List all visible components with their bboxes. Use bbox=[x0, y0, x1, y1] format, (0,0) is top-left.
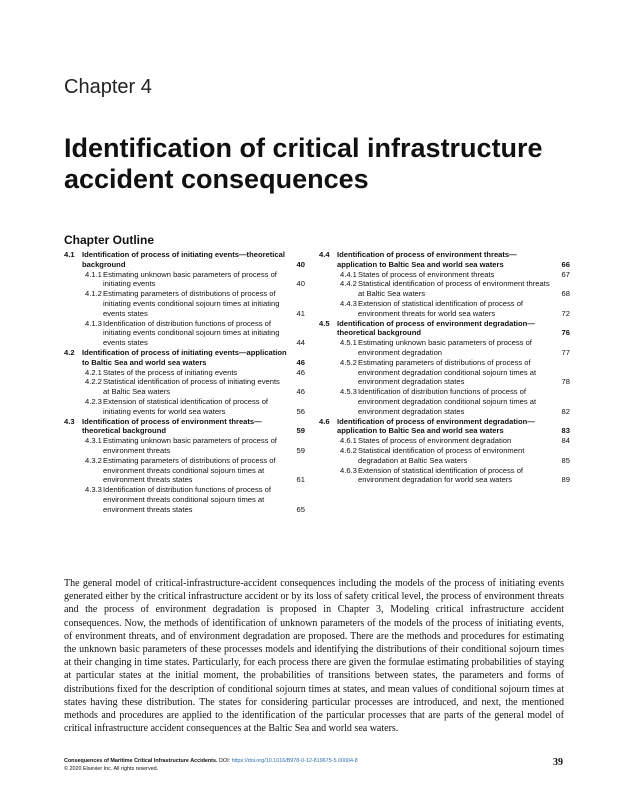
toc-entry-title: Estimating parameters of distributions of process of environment threats conditional sojourn times at environment threats states bbox=[103, 455, 276, 485]
toc-entry[interactable] bbox=[319, 387, 570, 416]
page-number: 39 bbox=[553, 757, 563, 768]
toc-entry[interactable] bbox=[319, 436, 570, 446]
toc-entry-title: Estimating unknown basic parameters of process of environment threats bbox=[103, 436, 277, 455]
toc-entry[interactable] bbox=[64, 417, 305, 437]
toc-entry[interactable] bbox=[319, 466, 570, 486]
toc-entry-number: 4.5 bbox=[319, 318, 330, 328]
toc-entry[interactable] bbox=[319, 417, 570, 437]
toc-entry-number: 4.1 bbox=[64, 250, 75, 259]
toc-entry-page: 44 bbox=[296, 338, 305, 348]
toc-entry-number: 4.1.3 bbox=[85, 318, 102, 328]
toc-entry-page: 40 bbox=[296, 259, 305, 269]
toc-entry-title: Identification of distribution functions of process of initiating events conditional sojourn times at initiating events states bbox=[103, 318, 280, 348]
toc-entry-page: 59 bbox=[296, 426, 305, 436]
toc-entry-page: 61 bbox=[296, 475, 305, 485]
toc-entry-number: 4.6.1 bbox=[340, 436, 357, 446]
toc-entry-title: Identification of distribution functions of process of environment threats conditional sojourn times at environment threats states bbox=[103, 485, 272, 514]
toc-entry-number: 4.6.2 bbox=[340, 445, 357, 455]
toc-entry[interactable] bbox=[64, 436, 305, 456]
toc-entry-number: 4.4 bbox=[319, 250, 330, 259]
toc-entry-page: 65 bbox=[296, 504, 305, 514]
toc-entry-page: 66 bbox=[561, 259, 570, 269]
toc-entry-number: 4.4.2 bbox=[340, 279, 357, 289]
toc-entry-title: Identification of process of environment threats—theoretical background bbox=[82, 416, 262, 436]
toc-entry-title: States of process of environment threats bbox=[358, 269, 495, 279]
toc-entry-number: 4.5.2 bbox=[340, 357, 357, 367]
toc-column-right bbox=[319, 250, 570, 485]
footer-doi-link[interactable]: https://doi.org/10.1016/B978-0-12-819675-5.00004-8 bbox=[231, 758, 358, 764]
toc-entry[interactable] bbox=[319, 299, 570, 319]
toc-entry-title: Identification of distribution functions of process of environment degradation conditional sojourn times at environment degradation states bbox=[358, 387, 537, 416]
toc-entry-page: 46 bbox=[296, 367, 305, 377]
toc-entry-page: 46 bbox=[296, 357, 305, 367]
toc-entry-number: 4.3 bbox=[64, 416, 75, 426]
toc-entry[interactable] bbox=[64, 270, 305, 290]
toc-entry-page: 82 bbox=[561, 406, 570, 416]
toc-entry-page: 84 bbox=[561, 436, 570, 446]
toc-entry-title: Statistical identification of process of environment threats at Baltic Sea waters bbox=[358, 279, 550, 299]
toc-entry-number: 4.5.3 bbox=[340, 387, 357, 397]
footer-citation-line bbox=[64, 757, 358, 765]
footer-reference bbox=[64, 757, 358, 773]
toc-entry[interactable] bbox=[319, 338, 570, 358]
toc-entry-number: 4.3.2 bbox=[85, 455, 102, 465]
toc-entry-page: 56 bbox=[296, 406, 305, 416]
footer-copyright: © 2020 Elsevier Inc. All rights reserved. bbox=[64, 766, 159, 772]
toc-entry[interactable] bbox=[64, 456, 305, 485]
toc-entry-page: 78 bbox=[561, 377, 570, 387]
toc-entry-number: 4.6.3 bbox=[340, 465, 357, 475]
toc-entry-title: Estimating parameters of distributions of process of initiating events conditional sojourn times at initiating events states bbox=[103, 289, 280, 318]
toc-entry-title: Identification of process of environment degradation—theoretical background bbox=[337, 318, 535, 338]
toc-entry-page: 85 bbox=[561, 455, 570, 465]
toc-entry[interactable] bbox=[64, 319, 305, 348]
toc-entry[interactable] bbox=[319, 319, 570, 339]
toc-entry-number: 4.2 bbox=[64, 347, 75, 357]
toc-entry-page: 76 bbox=[561, 328, 570, 338]
toc-entry[interactable] bbox=[64, 348, 305, 368]
toc-entry-number: 4.2.2 bbox=[85, 377, 102, 387]
toc-entry-page: 68 bbox=[561, 289, 570, 299]
toc-entry-title: States of process of environment degradation bbox=[358, 436, 512, 446]
toc-entry-title: States of the process of initiating events bbox=[103, 367, 238, 377]
toc-entry-title: Estimating unknown basic parameters of process of initiating events bbox=[103, 269, 277, 289]
toc-entry-title: Identification of process of environment threats—application to Baltic Sea and world sea waters bbox=[337, 250, 517, 269]
toc-entry-number: 4.1.2 bbox=[85, 289, 102, 299]
toc-entry-title: Estimating parameters of distributions of process of environment degradation conditional sojourn times at environment degradation states bbox=[358, 357, 537, 387]
toc-entry[interactable] bbox=[64, 485, 305, 514]
toc-entry-page: 72 bbox=[561, 308, 570, 318]
toc-entry[interactable] bbox=[64, 397, 305, 417]
toc-entry[interactable] bbox=[319, 358, 570, 387]
outline-heading: Chapter Outline bbox=[64, 233, 155, 247]
chapter-title-line-2: accident consequences bbox=[64, 164, 369, 194]
toc-entry-number: 4.3.3 bbox=[85, 485, 102, 495]
toc-entry-number: 4.3.1 bbox=[85, 436, 102, 446]
toc-entry-number: 4.6 bbox=[319, 416, 330, 426]
chapter-title-line-1: Identification of critical infrastructure bbox=[64, 133, 543, 163]
chapter-label: Chapter 4 bbox=[64, 76, 152, 98]
toc-entry-number: 4.4.3 bbox=[340, 298, 357, 308]
toc-entry-page: 89 bbox=[561, 475, 570, 485]
toc-entry[interactable] bbox=[64, 368, 305, 378]
footer-doi-prefix: DOI: bbox=[217, 758, 232, 764]
toc-entry-page: 40 bbox=[296, 279, 305, 289]
footer-book-title: Consequences of Maritime Critical Infrastructure Accidents. bbox=[64, 758, 218, 764]
toc-entry-page: 59 bbox=[296, 445, 305, 455]
toc-entry-title: Estimating unknown basic parameters of process of environment degradation bbox=[358, 338, 532, 357]
toc-entry-title: Extension of statistical identification of process of environment degradation for world sea waters bbox=[358, 465, 524, 485]
toc-entry-page: 67 bbox=[561, 269, 570, 279]
toc-entry[interactable] bbox=[319, 446, 570, 466]
body-paragraph: The general model of critical-infrastructure-accident consequences including the models of the process of initiating events generated either by the critical infrastructure accident or by its loss of safety critical level, the process of environment threats and the process of environment degradation is proposed in Chapter 3, Modeling critical infrastructure accident consequences. Now, the methods of identification of unknown parameters of the models of the process of initiating events, of environment threats, and of environment degradation are proposed. There are the methods and procedures for estimating the unknown basic parameters of these processes models and identifying the distributions of their conditional sojourn times at their changing in time states. Particularly, for each process there are given the formulae estimating probabilities of staying at particular states at the initial moment, the probabilities of transitions between states, the parameters and forms of distributions fixed for the description of conditional sojourn times at states, and mean values of conditional sojourn times at states having these distribution. The states for considering particular processes are introduced, and next, the mentioned methods and procedures are applied to the identification of the particular processes that are parts of the general model of critical infrastructure accident consequences at the Baltic Sea and world sea waters. bbox=[64, 578, 564, 735]
toc-entry-page: 83 bbox=[561, 426, 570, 436]
toc-entry[interactable] bbox=[64, 377, 305, 397]
toc-entry-title: Identification of process of environment degradation—application to Baltic Sea and world sea waters bbox=[337, 416, 535, 436]
toc-column-left bbox=[64, 250, 305, 515]
toc-entry-number: 4.1.1 bbox=[85, 269, 102, 279]
toc-entry[interactable] bbox=[319, 250, 570, 270]
toc-entry-page: 41 bbox=[296, 308, 305, 318]
toc-entry-title: Identification of process of initiating events—theoretical background bbox=[82, 250, 285, 269]
toc-entry[interactable] bbox=[319, 279, 570, 299]
toc-entry-page: 77 bbox=[561, 347, 570, 357]
toc-entry-number: 4.5.1 bbox=[340, 338, 357, 348]
toc-entry[interactable] bbox=[319, 270, 570, 280]
toc-entry-title: Statistical identification of process of initiating events at Baltic Sea waters bbox=[103, 377, 280, 397]
toc-entry-number: 4.4.1 bbox=[340, 269, 357, 279]
toc-entry[interactable] bbox=[64, 250, 305, 270]
toc-entry-title: Statistical identification of process of environment degradation at Baltic Sea waters bbox=[358, 445, 525, 465]
toc-entry-number: 4.2.3 bbox=[85, 396, 102, 406]
toc-entry-title: Extension of statistical identification of process of environment threats for world sea waters bbox=[358, 298, 524, 318]
toc-entry[interactable] bbox=[64, 289, 305, 318]
chapter-title bbox=[64, 133, 564, 195]
toc-entry-page: 46 bbox=[296, 387, 305, 397]
toc-entry-title: Identification of process of initiating events—application to Baltic Sea and world sea waters bbox=[82, 347, 287, 367]
toc-entry-number: 4.2.1 bbox=[85, 367, 102, 377]
toc-entry-title: Extension of statistical identification of process of initiating events for world sea waters bbox=[103, 396, 269, 416]
